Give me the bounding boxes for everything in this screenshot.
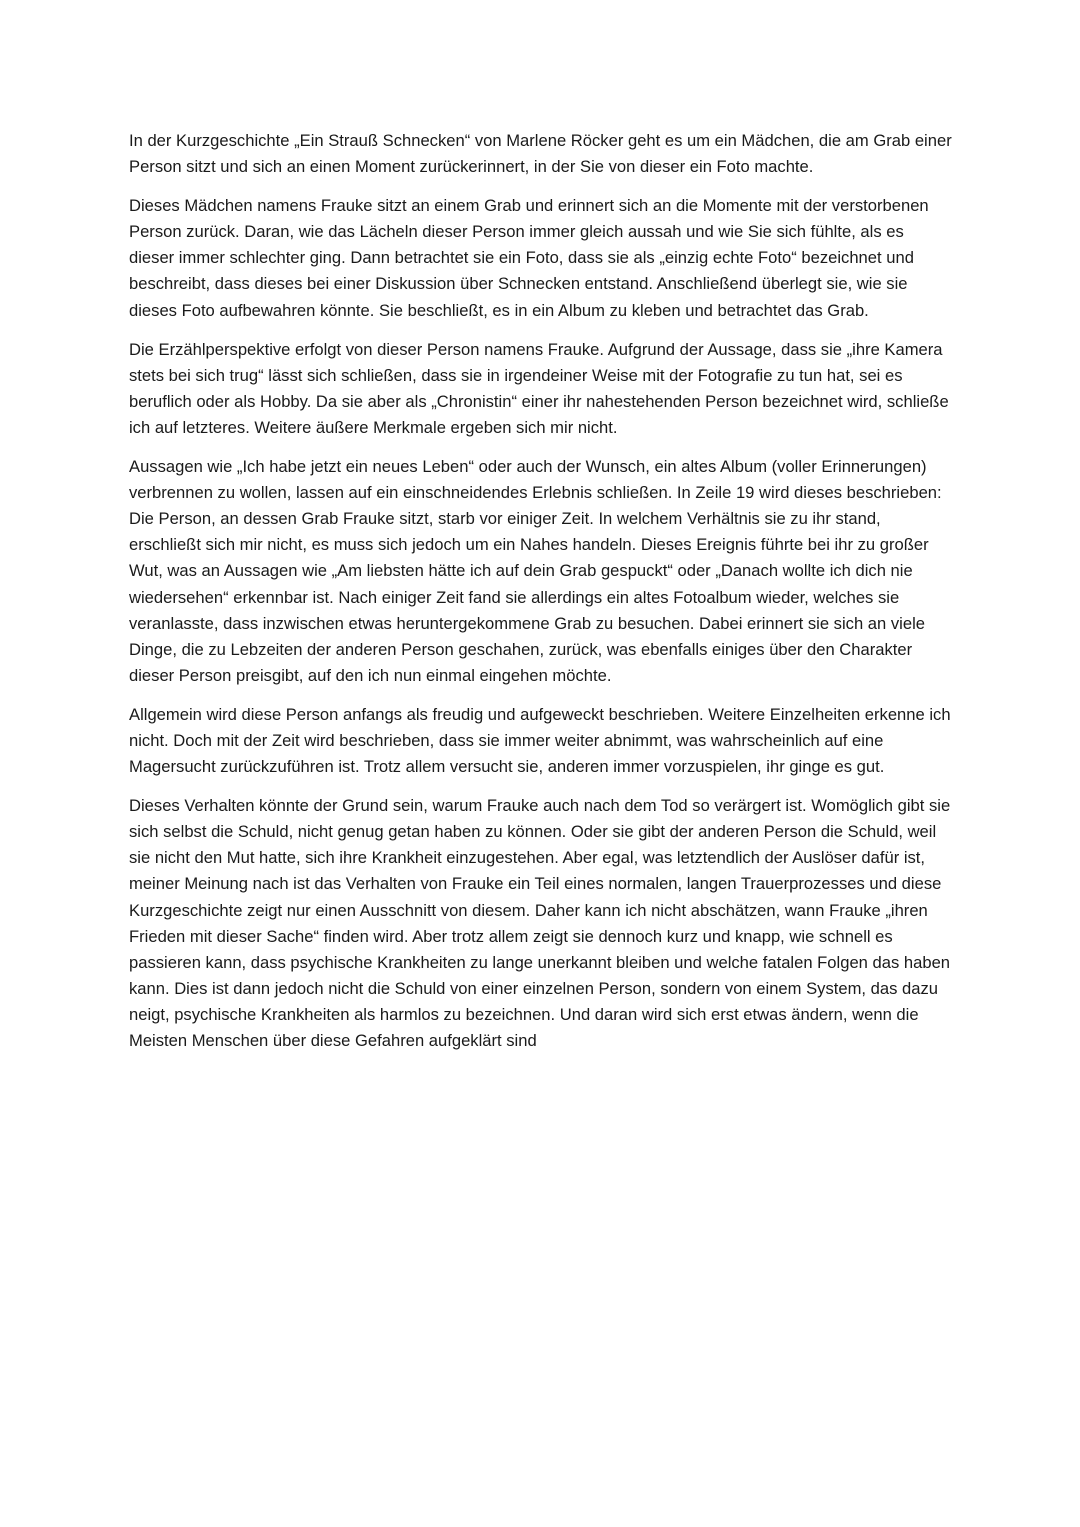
paragraph-summary: Dieses Mädchen namens Frauke sitzt an einem Grab und erinnert sich an die Momente mit der verstorbenen Person zurück. Daran, wie das Lächeln dieser Person immer gleich aussah und wie Sie sich fühlte, als es dieser immer schlechter ging. Dann betrachtet sie ein Foto, dass sie als „einzig echte Foto“ bezeichnet und beschreibt, dass dieses bei einer Diskussion über Schnecken entstand. Anschließend überlegt sie, wie sie dieses Foto aufbewahren könnte. Sie beschließt, es in ein Album zu kleben und betrachtet das Grab. (129, 196, 929, 320)
document-body (129, 128, 953, 1067)
paragraph-conclusion: Dieses Verhalten könnte der Grund sein, warum Frauke auch nach dem Tod so verärgert ist. Womöglich gibt sie sich selbst die Schuld, nicht genug getan haben zu können. Oder sie gibt der anderen Person die Schuld, weil sie nicht den Mut hatte, sich ihre Krankheit einzugestehen. Aber egal, was letztendlich der Auslöser dafür ist, meiner Meinung nach ist das Verhalten von Frauke ein Teil eines normalen, langen Trauerprozesses und diese Kurzgeschichte zeigt nur einen Ausschnitt von diesem. Daher kann ich nicht abschätzen, wann Frauke „ihren Frieden mit dieser Sache“ finden wird. Aber trotz allem zeigt sie dennoch kurz und knapp, wie schnell es passieren kann, dass psychische Krankheiten zu lange unerkannt bleiben und welche fatalen Folgen das haben kann. Dies ist dann jedoch nicht die Schuld von einer einzelnen Person, sondern von einem System, das dazu neigt, psychische Krankheiten als harmlos zu bezeichnen. Und daran wird sich erst etwas ändern, wenn die Meisten Menschen über diese Gefahren aufgeklärt sind (129, 796, 951, 1050)
paragraph-event-analysis: Aussagen wie „Ich habe jetzt ein neues Leben“ oder auch der Wunsch, ein altes Album (voller Erinnerungen) verbrennen zu wollen, lassen auf ein einschneidendes Erlebnis schließen. In Zeile 19 wird dieses beschrieben: Die Person, an dessen Grab Frauke sitzt, starb vor einiger Zeit. In welchem Verhältnis sie zu ihr stand, erschließt sich mir nicht, es muss sich jedoch um ein Nahes handeln. Dieses Ereignis führte bei ihr zu großer Wut, was an Aussagen wie „Am liebsten hätte ich auf dein Grab gespuckt“ oder „Danach wollte ich dich nie wiedersehen“ erkennbar ist. Nach einiger Zeit fand sie allerdings ein altes Fotoalbum wieder, welches sie veranlasste, dass inzwischen etwas heruntergekommene Grab zu besuchen. Dabei erinnert sie sich an viele Dinge, die zu Lebzeiten der anderen Person geschahen, zurück, was ebenfalls einiges über den Charakter dieser Person preisgibt, auf den ich nun einmal eingehen möchte. (129, 457, 942, 685)
paragraph-introduction: In der Kurzgeschichte „Ein Strauß Schnecken“ von Marlene Röcker geht es um ein Mädchen, die am Grab einer Person sitzt und sich an einen Moment zurückerinnert, in der Sie von dieser ein Foto machte. (129, 131, 952, 177)
paragraph-narrative-perspective: Die Erzählperspektive erfolgt von dieser Person namens Frauke. Aufgrund der Aussage, dass sie „ihre Kamera stets bei sich trug“ lässt sich schließen, dass sie in irgendeiner Weise mit der Fotografie zu tun hat, sei es beruflich oder als Hobby. Da sie aber als „Chronistin“ einer ihr nahestehenden Person bezeichnet wird, schließe ich auf letzteres. Weitere äußere Merkmale ergeben sich mir nicht. (129, 339, 949, 437)
paragraph-character-description: Allgemein wird diese Person anfangs als freudig und aufgeweckt beschrieben. Weitere Einzelheiten erkenne ich nicht. Doch mit der Zeit wird beschrieben, dass sie immer weiter abnimmt, was wahrscheinlich auf eine Magersucht zurückzuführen ist. Trotz allem versucht sie, anderen immer vorzuspielen, ihr ginge es gut. (129, 704, 951, 777)
